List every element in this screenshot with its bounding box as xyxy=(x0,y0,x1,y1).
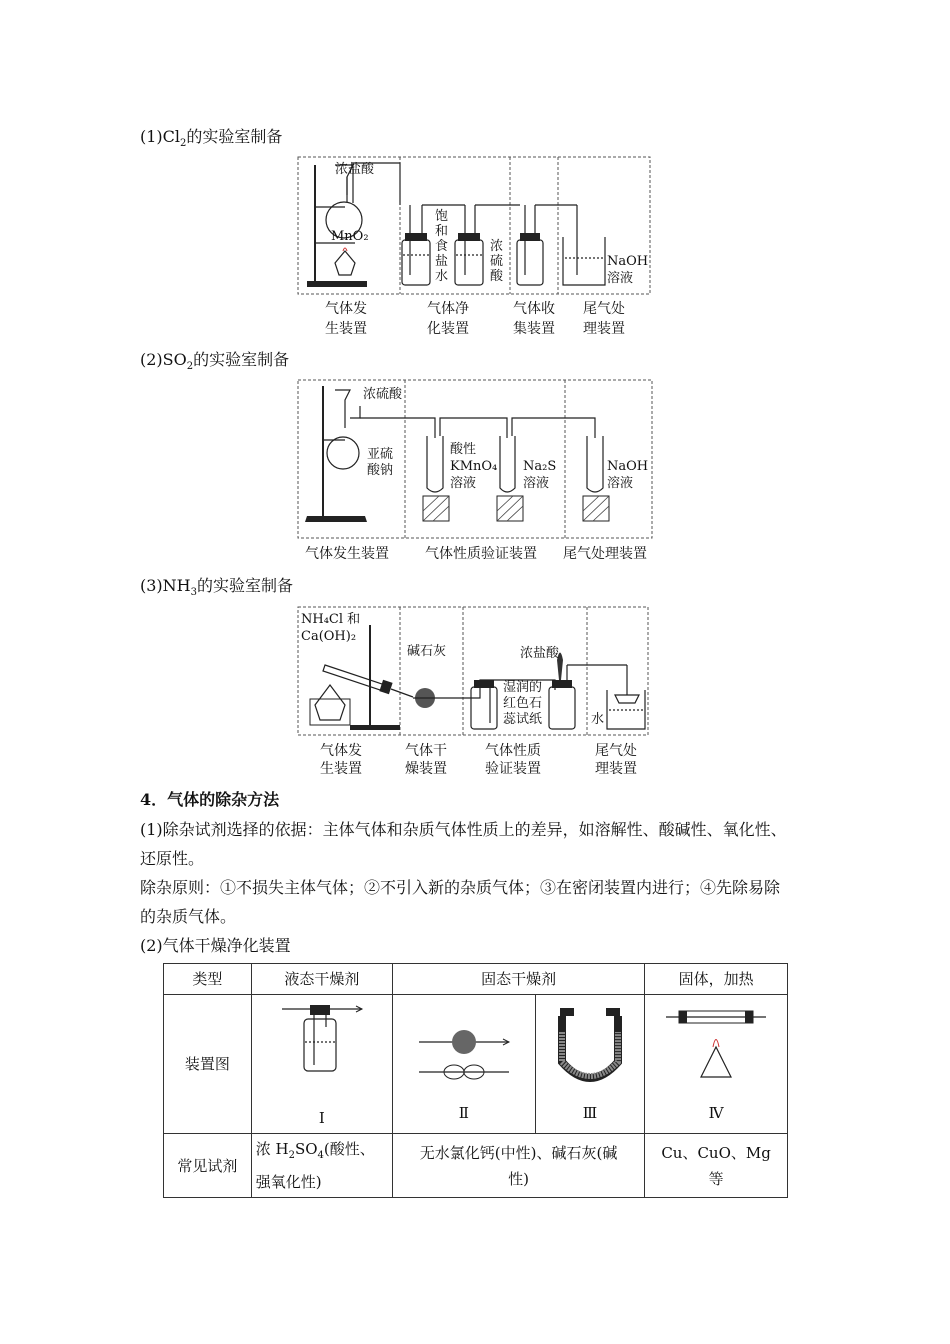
nh3-apparatus-figure xyxy=(295,605,655,780)
fig3-litmus-3: 蕊试纸 xyxy=(503,712,543,727)
section4-p2-line1: 除杂原则：①不损失主体气体；②不引入新的杂质气体；③在密闭装置内进行；④先除易除 xyxy=(140,878,781,897)
gas-washing-bottle-icon xyxy=(272,997,372,1097)
fig1-caption-2a: 气体净 xyxy=(427,301,469,317)
fig3-water: 水 xyxy=(591,712,605,727)
fig1-caption-1a: 气体发 xyxy=(325,301,367,317)
fig1-naoh: NaOH xyxy=(607,254,649,269)
section4-p1-line2: 还原性。 xyxy=(140,849,205,868)
fig2-caption-2: 气体性质验证装置 xyxy=(425,546,537,562)
liquid-reagent-cell: 浓 $H_2SO_4$(酸性、 强氧化性) xyxy=(251,1134,392,1198)
apparatus-iii-cell xyxy=(535,995,644,1134)
section-nh3-title: $(3)NH_3$的实验室制备 xyxy=(140,576,294,599)
section4-heading: 4．气体的除杂方法 xyxy=(140,790,280,809)
fig3-reactants-1: NH₄Cl 和 xyxy=(301,612,361,627)
cl2-apparatus-figure xyxy=(295,155,655,345)
fig3-caption-2a: 气体干 xyxy=(405,743,447,759)
solid-reagent-cell: 无水氯化钙(中性)、碱石灰(碱 性) xyxy=(393,1134,645,1198)
table-row-reagent-label: 常见试剂 xyxy=(164,1134,252,1198)
svg-text:硫: 硫 xyxy=(490,254,504,269)
section-cl2-title: $(1)Cl_2$的实验室制备 xyxy=(140,127,283,150)
fig2-sulfite-1: 亚硫 xyxy=(367,447,394,462)
fig1-caption-3b: 集装置 xyxy=(513,321,555,337)
table-header-solid: 固态干燥剂 xyxy=(393,964,645,995)
fig1-solution: 溶液 xyxy=(607,271,634,286)
fig1-caption-1b: 生装置 xyxy=(325,321,367,337)
drying-tube-icon xyxy=(409,1002,519,1092)
fig3-caption-3b: 验证装置 xyxy=(485,761,541,777)
u-tube-icon xyxy=(550,1002,630,1092)
fig1-caption-4a: 尾气处 xyxy=(583,301,625,317)
svg-text:浓: 浓 xyxy=(490,239,504,254)
apparatus-i-label: Ⅰ xyxy=(318,1109,325,1127)
svg-text:食: 食 xyxy=(435,239,449,254)
fig3-caption-4a: 尾气处 xyxy=(595,743,637,759)
table-header-heat: 固体，加热 xyxy=(645,964,788,995)
fig3-litmus-2: 红色石 xyxy=(503,696,543,711)
fig2-kmno4-3: 溶液 xyxy=(450,476,477,491)
fig1-reagent-top: 浓盐酸 xyxy=(335,162,375,177)
table-row-apparatus-label: 装置图 xyxy=(164,995,252,1134)
gas-drying-table xyxy=(163,963,788,1198)
so2-apparatus-figure xyxy=(295,378,660,568)
apparatus-iv-cell xyxy=(645,995,788,1134)
fig1-caption-4b: 理装置 xyxy=(583,321,625,337)
svg-text:和: 和 xyxy=(435,224,449,239)
fig1-bottle-a-label xyxy=(435,208,448,284)
heated-tube-icon xyxy=(661,1002,771,1092)
apparatus-ii-cell xyxy=(393,995,536,1134)
fig2-kmno4-1: 酸性 xyxy=(450,442,477,457)
fig3-soda-lime: 碱石灰 xyxy=(407,644,447,659)
heat-reagent-cell: Cu、CuO、Mg 等 xyxy=(645,1134,788,1198)
fig3-litmus-1: 湿润的 xyxy=(503,680,543,695)
fig3-caption-1b: 生装置 xyxy=(320,761,362,777)
table-header-liquid: 液态干燥剂 xyxy=(251,964,392,995)
apparatus-iii-label: Ⅲ xyxy=(582,1104,598,1122)
fig2-sulfite-2: 酸钠 xyxy=(367,463,394,478)
section4-p1-line1: (1)除杂试剂选择的依据：主体气体和杂质气体性质上的差异，如溶解性、酸碱性、氧化性、 xyxy=(140,820,787,839)
fig2-caption-3: 尾气处理装置 xyxy=(563,546,647,562)
svg-text:盐: 盐 xyxy=(435,254,449,269)
fig3-hcl: 浓盐酸 xyxy=(520,646,560,661)
fig3-caption-4b: 理装置 xyxy=(595,761,637,777)
svg-text:酸: 酸 xyxy=(490,269,504,284)
fig2-naoh-1: NaOH xyxy=(607,459,649,474)
table-header-type: 类型 xyxy=(164,964,252,995)
apparatus-iv-label: Ⅳ xyxy=(708,1104,724,1122)
fig3-caption-2b: 燥装置 xyxy=(405,761,447,777)
fig3-caption-3a: 气体性质 xyxy=(485,743,541,759)
fig2-reagent-top: 浓硫酸 xyxy=(363,387,403,402)
fig1-caption-3a: 气体收 xyxy=(513,301,555,317)
fig2-na2s-1: Na₂S xyxy=(523,459,557,474)
section4-p3: (2)气体干燥净化装置 xyxy=(140,936,291,955)
fig2-naoh-2: 溶液 xyxy=(607,476,634,491)
fig2-na2s-2: 溶液 xyxy=(523,476,550,491)
svg-text:水: 水 xyxy=(435,269,449,284)
fig2-caption-1: 气体发生装置 xyxy=(305,546,389,562)
apparatus-i-cell xyxy=(251,995,392,1134)
fig1-mno2: MnO₂ xyxy=(331,229,369,244)
fig3-caption-1a: 气体发 xyxy=(320,743,362,759)
section4-p2-line2: 的杂质气体。 xyxy=(140,907,237,926)
fig3-reactants-2: Ca(OH)₂ xyxy=(301,629,357,644)
fig1-bottle-b-label xyxy=(490,239,504,284)
section-so2-title: $(2)SO_2$的实验室制备 xyxy=(140,350,290,373)
fig1-caption-2b: 化装置 xyxy=(427,321,469,337)
fig2-kmno4-2: KMnO₄ xyxy=(450,459,498,474)
apparatus-ii-label: Ⅱ xyxy=(458,1104,469,1122)
svg-text:饱: 饱 xyxy=(435,209,449,224)
